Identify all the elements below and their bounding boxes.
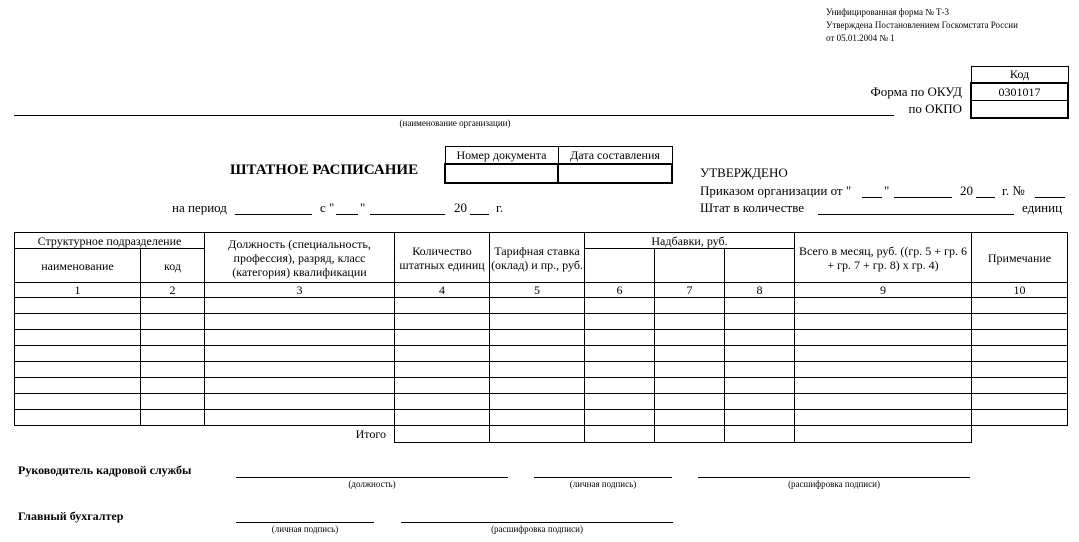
table-cell[interactable]: [205, 362, 395, 378]
table-cell[interactable]: [972, 378, 1068, 394]
table-cell[interactable]: [205, 410, 395, 426]
table-cell[interactable]: [795, 298, 972, 314]
header-bonus-3: [725, 249, 795, 283]
form-info: [826, 6, 1018, 45]
table-row: [15, 362, 1068, 378]
table-cell[interactable]: [205, 298, 395, 314]
table-cell[interactable]: [141, 410, 205, 426]
total-cell[interactable]: [795, 426, 972, 443]
header-count: Количество штатных единиц: [395, 233, 490, 283]
approved-title: УТВЕРЖДЕНО: [700, 165, 788, 180]
table-cell[interactable]: [655, 298, 725, 314]
table-cell[interactable]: [395, 394, 490, 410]
total-empty: [972, 426, 1068, 443]
doc-number-label: Номер документа: [445, 147, 558, 165]
order-quote: ": [884, 183, 890, 198]
table-cell[interactable]: [395, 362, 490, 378]
table-cell[interactable]: [585, 314, 655, 330]
table-row: [15, 298, 1068, 314]
col-number: 9: [795, 283, 972, 298]
table-cell[interactable]: [490, 314, 585, 330]
table-cell[interactable]: [655, 378, 725, 394]
doc-number-block: [444, 146, 673, 184]
table-cell[interactable]: [490, 346, 585, 362]
header-struct: Структурное подразделение: [15, 233, 205, 249]
table-cell[interactable]: [655, 330, 725, 346]
table-cell[interactable]: [15, 314, 141, 330]
table-cell[interactable]: [972, 346, 1068, 362]
accountant-signature-caption: (личная подпись): [271, 524, 339, 534]
order-day-field[interactable]: [862, 197, 882, 198]
header-note: Примечание: [972, 233, 1068, 283]
table-cell[interactable]: [725, 314, 795, 330]
approved-order-label: Приказом организации от ": [700, 183, 852, 198]
col-number: 6: [585, 283, 655, 298]
period-year-field[interactable]: [470, 214, 489, 215]
total-cell[interactable]: [395, 426, 490, 443]
table-cell[interactable]: [205, 314, 395, 330]
table-cell[interactable]: [15, 330, 141, 346]
table-cell[interactable]: [490, 362, 585, 378]
header-total: Всего в месяц, руб. ((гр. 5 + гр. 6 + гр. 7 + гр. 8) х гр. 4): [795, 233, 972, 283]
total-cell[interactable]: [655, 426, 725, 443]
table-cell[interactable]: [141, 362, 205, 378]
period-from-label: с ": [320, 200, 335, 215]
table-cell[interactable]: [141, 346, 205, 362]
total-cell[interactable]: [585, 426, 655, 443]
table-cell[interactable]: [725, 298, 795, 314]
org-name-line[interactable]: [14, 115, 894, 116]
total-cell[interactable]: [490, 426, 585, 443]
table-cell[interactable]: [725, 378, 795, 394]
order-month-field[interactable]: [894, 197, 952, 198]
table-cell[interactable]: [395, 314, 490, 330]
table-cell[interactable]: [395, 378, 490, 394]
period-month-field[interactable]: [370, 214, 445, 215]
table-cell[interactable]: [490, 394, 585, 410]
table-cell[interactable]: [795, 362, 972, 378]
accountant-decoding-caption: (расшифровка подписи): [491, 524, 583, 534]
table-cell[interactable]: [15, 362, 141, 378]
hr-head-label: Руководитель кадровой службы: [18, 463, 192, 477]
table-cell[interactable]: [490, 378, 585, 394]
header-name: наименование: [15, 249, 141, 283]
period-label: на период: [172, 200, 227, 215]
chief-accountant-label: Главный бухгалтер: [18, 509, 124, 523]
col-number: 2: [141, 283, 205, 298]
table-cell[interactable]: [655, 346, 725, 362]
table-cell[interactable]: [725, 394, 795, 410]
table-cell[interactable]: [795, 410, 972, 426]
table-row: [15, 410, 1068, 426]
table-cell[interactable]: [585, 298, 655, 314]
table-cell[interactable]: [205, 378, 395, 394]
table-cell[interactable]: [141, 314, 205, 330]
staff-units: единиц: [1022, 200, 1063, 215]
header-bonus-1: [585, 249, 655, 283]
codes-block: [970, 66, 1069, 119]
header-bonus-2: [655, 249, 725, 283]
table-cell[interactable]: [795, 346, 972, 362]
hr-decoding-line[interactable]: [698, 477, 970, 478]
table-cell[interactable]: [585, 410, 655, 426]
table-cell[interactable]: [725, 362, 795, 378]
total-row: [15, 426, 1068, 443]
table-cell[interactable]: [490, 330, 585, 346]
table-cell[interactable]: [395, 410, 490, 426]
period-day-field[interactable]: [336, 214, 358, 215]
staff-count-field[interactable]: [818, 214, 1014, 215]
okud-label: Форма по ОКУД: [870, 84, 962, 99]
form-info-line: от 05.01.2004 № 1: [826, 33, 895, 43]
table-cell[interactable]: [585, 378, 655, 394]
table-cell[interactable]: [725, 410, 795, 426]
total-label: Итого: [15, 426, 395, 443]
col-number: 5: [490, 283, 585, 298]
table-cell[interactable]: [395, 346, 490, 362]
total-cell[interactable]: [725, 426, 795, 443]
org-name-caption: (наименование организации): [399, 118, 511, 128]
table-cell[interactable]: [795, 330, 972, 346]
order-year-prefix: 20: [960, 183, 973, 198]
table-cell[interactable]: [205, 330, 395, 346]
period-year-suffix: г.: [496, 200, 504, 215]
kod-header: Код: [971, 67, 1068, 84]
period-from-field[interactable]: [235, 214, 312, 215]
col-number: 1: [15, 283, 141, 298]
table-cell[interactable]: [655, 394, 725, 410]
period-quote: ": [360, 200, 366, 215]
hr-position-caption: (должность): [348, 479, 396, 489]
table-cell[interactable]: [141, 394, 205, 410]
okpo-value[interactable]: [971, 101, 1068, 119]
table-cell[interactable]: [141, 378, 205, 394]
order-year-field[interactable]: [976, 197, 995, 198]
form-info-line: Унифицированная форма № Т-3: [826, 7, 950, 17]
table-cell[interactable]: [972, 330, 1068, 346]
hr-decoding-caption: (расшифровка подписи): [788, 479, 880, 489]
header-code: код: [141, 249, 205, 283]
table-cell[interactable]: [972, 410, 1068, 426]
table-cell[interactable]: [585, 362, 655, 378]
table-cell[interactable]: [795, 378, 972, 394]
okud-value[interactable]: 0301017: [971, 83, 1068, 101]
doc-number-field[interactable]: [445, 164, 558, 183]
table-cell[interactable]: [655, 410, 725, 426]
table-row: [15, 394, 1068, 410]
table-cell[interactable]: [141, 330, 205, 346]
table-cell[interactable]: [972, 394, 1068, 410]
col-number: 4: [395, 283, 490, 298]
table-cell[interactable]: [141, 298, 205, 314]
header-rate: Тарифная ставка (оклад) и пр., руб.: [490, 233, 585, 283]
table-cell[interactable]: [795, 314, 972, 330]
table-row: [15, 314, 1068, 330]
table-cell[interactable]: [205, 394, 395, 410]
table-cell[interactable]: [15, 410, 141, 426]
table-cell[interactable]: [725, 330, 795, 346]
header-bonus: Надбавки, руб.: [585, 233, 795, 249]
order-year-suffix: г. №: [1002, 183, 1025, 198]
accountant-decoding-line[interactable]: [401, 522, 673, 523]
hr-signature-line[interactable]: [534, 477, 672, 478]
table-cell[interactable]: [15, 298, 141, 314]
col-number: 10: [972, 283, 1068, 298]
table-cell[interactable]: [490, 298, 585, 314]
table-row: [15, 378, 1068, 394]
table-cell[interactable]: [15, 378, 141, 394]
table-cell[interactable]: [972, 362, 1068, 378]
staff-label: Штат в количестве: [700, 200, 805, 215]
hr-position-line[interactable]: [236, 477, 508, 478]
col-number: 8: [725, 283, 795, 298]
table-cell[interactable]: [585, 330, 655, 346]
table-cell[interactable]: [15, 394, 141, 410]
table-cell[interactable]: [395, 330, 490, 346]
table-cell[interactable]: [490, 410, 585, 426]
order-number-field[interactable]: [1035, 197, 1065, 198]
page-title: ШТАТНОЕ РАСПИСАНИЕ: [230, 162, 419, 178]
table-cell[interactable]: [395, 298, 490, 314]
table-cell[interactable]: [585, 394, 655, 410]
header-position: Должность (специальность, профессия), разряд, класс (категория) квалификации: [205, 233, 395, 283]
hr-signature-caption: (личная подпись): [569, 479, 637, 489]
table-cell[interactable]: [205, 346, 395, 362]
table-cell[interactable]: [795, 394, 972, 410]
col-number: 3: [205, 283, 395, 298]
table-row: [15, 346, 1068, 362]
okpo-label: по ОКПО: [908, 101, 962, 116]
table-cell[interactable]: [655, 314, 725, 330]
doc-date-field[interactable]: [558, 164, 672, 183]
doc-date-label: Дата составления: [558, 147, 672, 165]
col-number: 7: [655, 283, 725, 298]
table-row: [15, 330, 1068, 346]
accountant-signature-line[interactable]: [236, 522, 374, 523]
table-cell[interactable]: [972, 298, 1068, 314]
period-year-prefix: 20: [454, 200, 467, 215]
table-cell[interactable]: [655, 362, 725, 378]
table-cell[interactable]: [725, 346, 795, 362]
table-cell[interactable]: [585, 346, 655, 362]
table-cell[interactable]: [972, 314, 1068, 330]
table-cell[interactable]: [15, 346, 141, 362]
staff-table: [14, 232, 1068, 443]
form-info-line: Утверждена Постановлением Госкомстата России: [826, 20, 1018, 30]
